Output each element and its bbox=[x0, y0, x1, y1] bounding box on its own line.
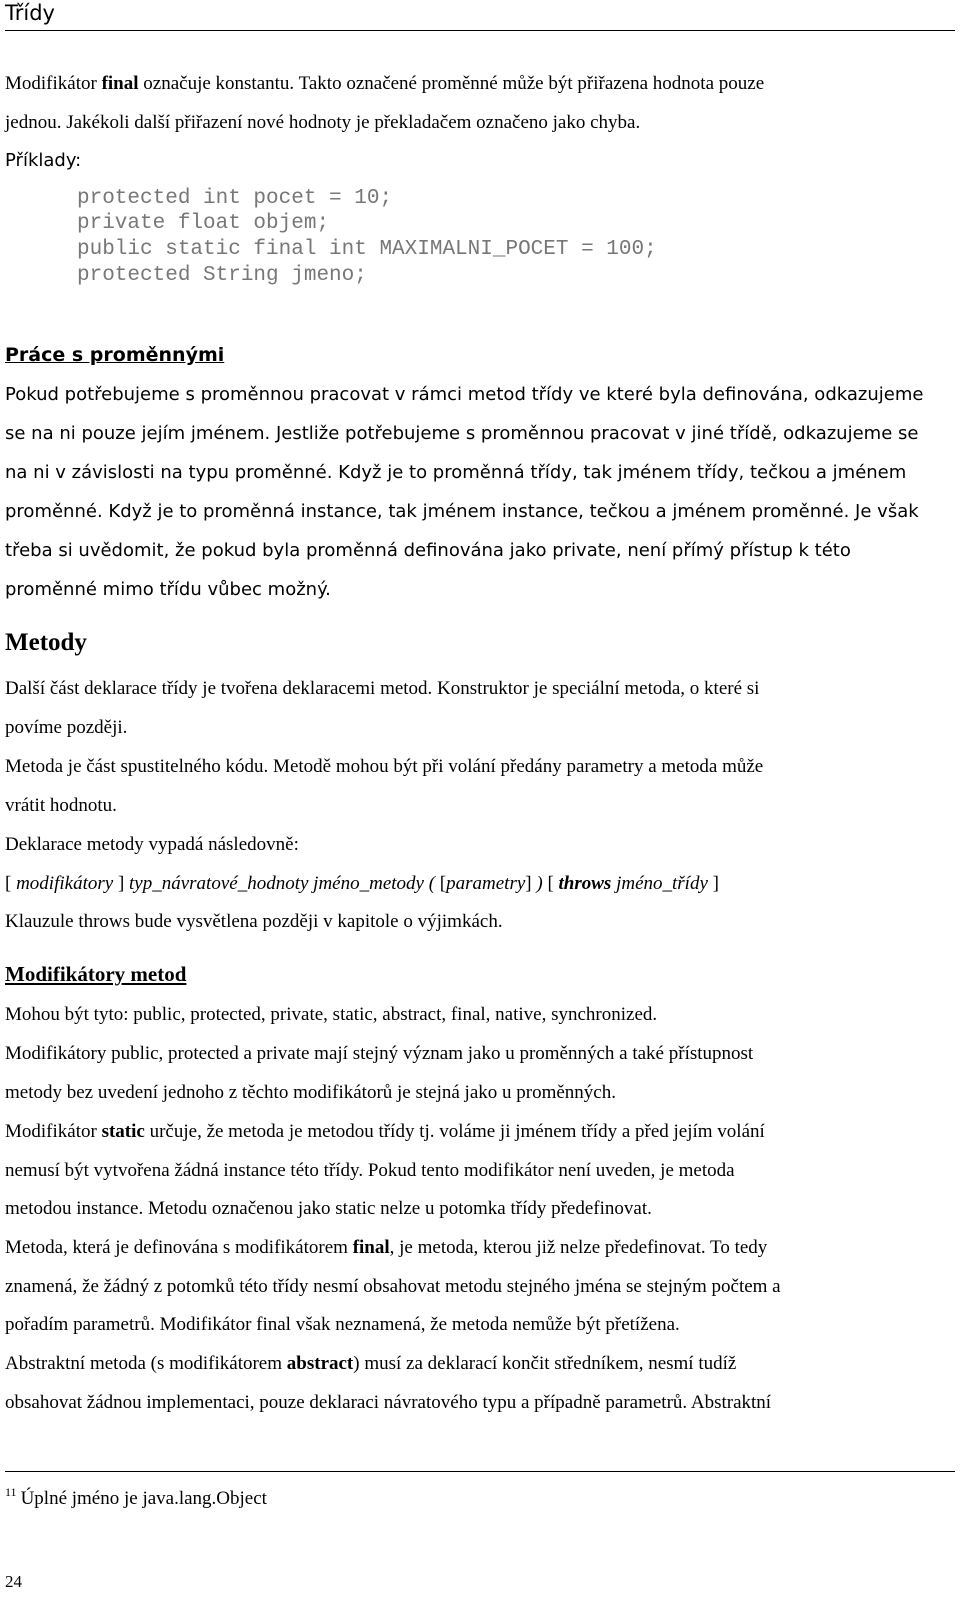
modifiers-line: metodou instance. Metodu označenou jako static nelze u potomka třídy předefinovat. bbox=[5, 1198, 652, 1219]
methods-line: Metoda je část spustitelného kódu. Metodě mohou být při volání předány parametry a metoda může bbox=[5, 756, 764, 777]
modifiers-line: Modifikátory public, protected a private mají stejný význam jako u proměnných a také přístupnost bbox=[5, 1043, 754, 1064]
variables-line: Pokud potřebujeme s proměnnou pracovat v rámci metod třídy ve které byla definována, odkazujeme bbox=[5, 384, 924, 405]
method-syntax: [ modifikátory ] typ_návratové_hodnoty jméno_metody ( [parametry] ) [ throws jméno_třídy ] bbox=[5, 873, 719, 894]
variables-line: třeba si uvědomit, že pokud byla proměnná definována jako private, není přímý přístup k této bbox=[5, 540, 851, 561]
methods-line: vrátit hodnotu. bbox=[5, 795, 117, 816]
code-line: public static final int MAXIMALNI_POCET = 100; bbox=[77, 238, 657, 261]
page-header bbox=[5, 0, 955, 31]
section-heading-variables: Práce s proměnnými bbox=[5, 344, 225, 366]
code-line: private float objem; bbox=[77, 212, 330, 235]
methods-line: Další část deklarace třídy je tvořena deklaracemi metod. Konstruktor je speciální metoda, o které si bbox=[5, 678, 760, 699]
section-heading-methods: Metody bbox=[5, 629, 87, 656]
final-para-line-1: Modifikátor final označuje konstantu. Takto označené proměnné může být přiřazena hodnota pouze bbox=[5, 73, 765, 94]
page-number: 24 bbox=[5, 1572, 22, 1591]
modifiers-line: metody bez uvedení jednoho z těchto modifikátorů je stejná jako u proměnných. bbox=[5, 1082, 616, 1103]
footnote-divider bbox=[5, 1471, 955, 1472]
header-title: Třídy bbox=[5, 1, 55, 25]
final-para-line-2: jednou. Jakékoli další přiřazení nové hodnoty je překladačem označeno jako chyba. bbox=[5, 112, 641, 133]
footnote bbox=[5, 1480, 267, 1511]
modifiers-line: Metoda, která je definována s modifikátorem final, je metoda, kterou již nelze předefinovat. To tedy bbox=[5, 1237, 768, 1258]
examples-label: Příklady: bbox=[5, 150, 82, 171]
variables-line: proměnné. Když je to proměnná instance, tak jménem instance, tečkou a jménem proměnné. Je však bbox=[5, 501, 919, 522]
footnote-number: 11 bbox=[5, 1485, 17, 1499]
methods-line: povíme později. bbox=[5, 717, 128, 738]
code-line: protected String jmeno; bbox=[77, 264, 367, 287]
variables-line: se na ni pouze jejím jménem. Jestliže potřebujeme s proměnnou pracovat v jiné třídě, odkazujeme se bbox=[5, 423, 919, 444]
modifiers-line: Modifikátor static určuje, že metoda je metodou třídy tj. voláme ji jménem třídy a před jejím volání bbox=[5, 1121, 765, 1142]
modifiers-line: znamená, že žádný z potomků této třídy nesmí obsahovat metodu stejného jména se stejným počtem a bbox=[5, 1276, 781, 1297]
methods-throws-note: Klauzule throws bude vysvětlena později v kapitole o výjimkách. bbox=[5, 911, 503, 932]
footnote-text: Úplné jméno je java.lang.Object bbox=[20, 1488, 267, 1509]
code-line: protected int pocet = 10; bbox=[77, 187, 393, 210]
section-heading-method-modifiers: Modifikátory metod bbox=[5, 962, 187, 986]
modifiers-line: obsahovat žádnou implementaci, pouze deklaraci návratového typu a případně parametrů. Abstraktní bbox=[5, 1392, 772, 1413]
variables-line: na ni v závislosti na typu proměnné. Když je to proměnná třídy, tak jménem třídy, tečkou a jménem bbox=[5, 462, 907, 483]
modifiers-line: Mohou být tyto: public, protected, private, static, abstract, final, native, synchronized. bbox=[5, 1004, 658, 1025]
modifiers-line: nemusí být vytvořena žádná instance této třídy. Pokud tento modifikátor není uveden, je metoda bbox=[5, 1160, 735, 1181]
variables-line: proměnné mimo třídu vůbec možný. bbox=[5, 579, 331, 600]
modifiers-line: Abstraktní metoda (s modifikátorem abstract) musí za deklarací končit středníkem, nesmí tudíž bbox=[5, 1353, 737, 1374]
methods-line: Deklarace metody vypadá následovně: bbox=[5, 834, 299, 855]
modifiers-line: pořadím parametrů. Modifikátor final však neznamená, že metoda nemůže být přetížena. bbox=[5, 1314, 680, 1335]
